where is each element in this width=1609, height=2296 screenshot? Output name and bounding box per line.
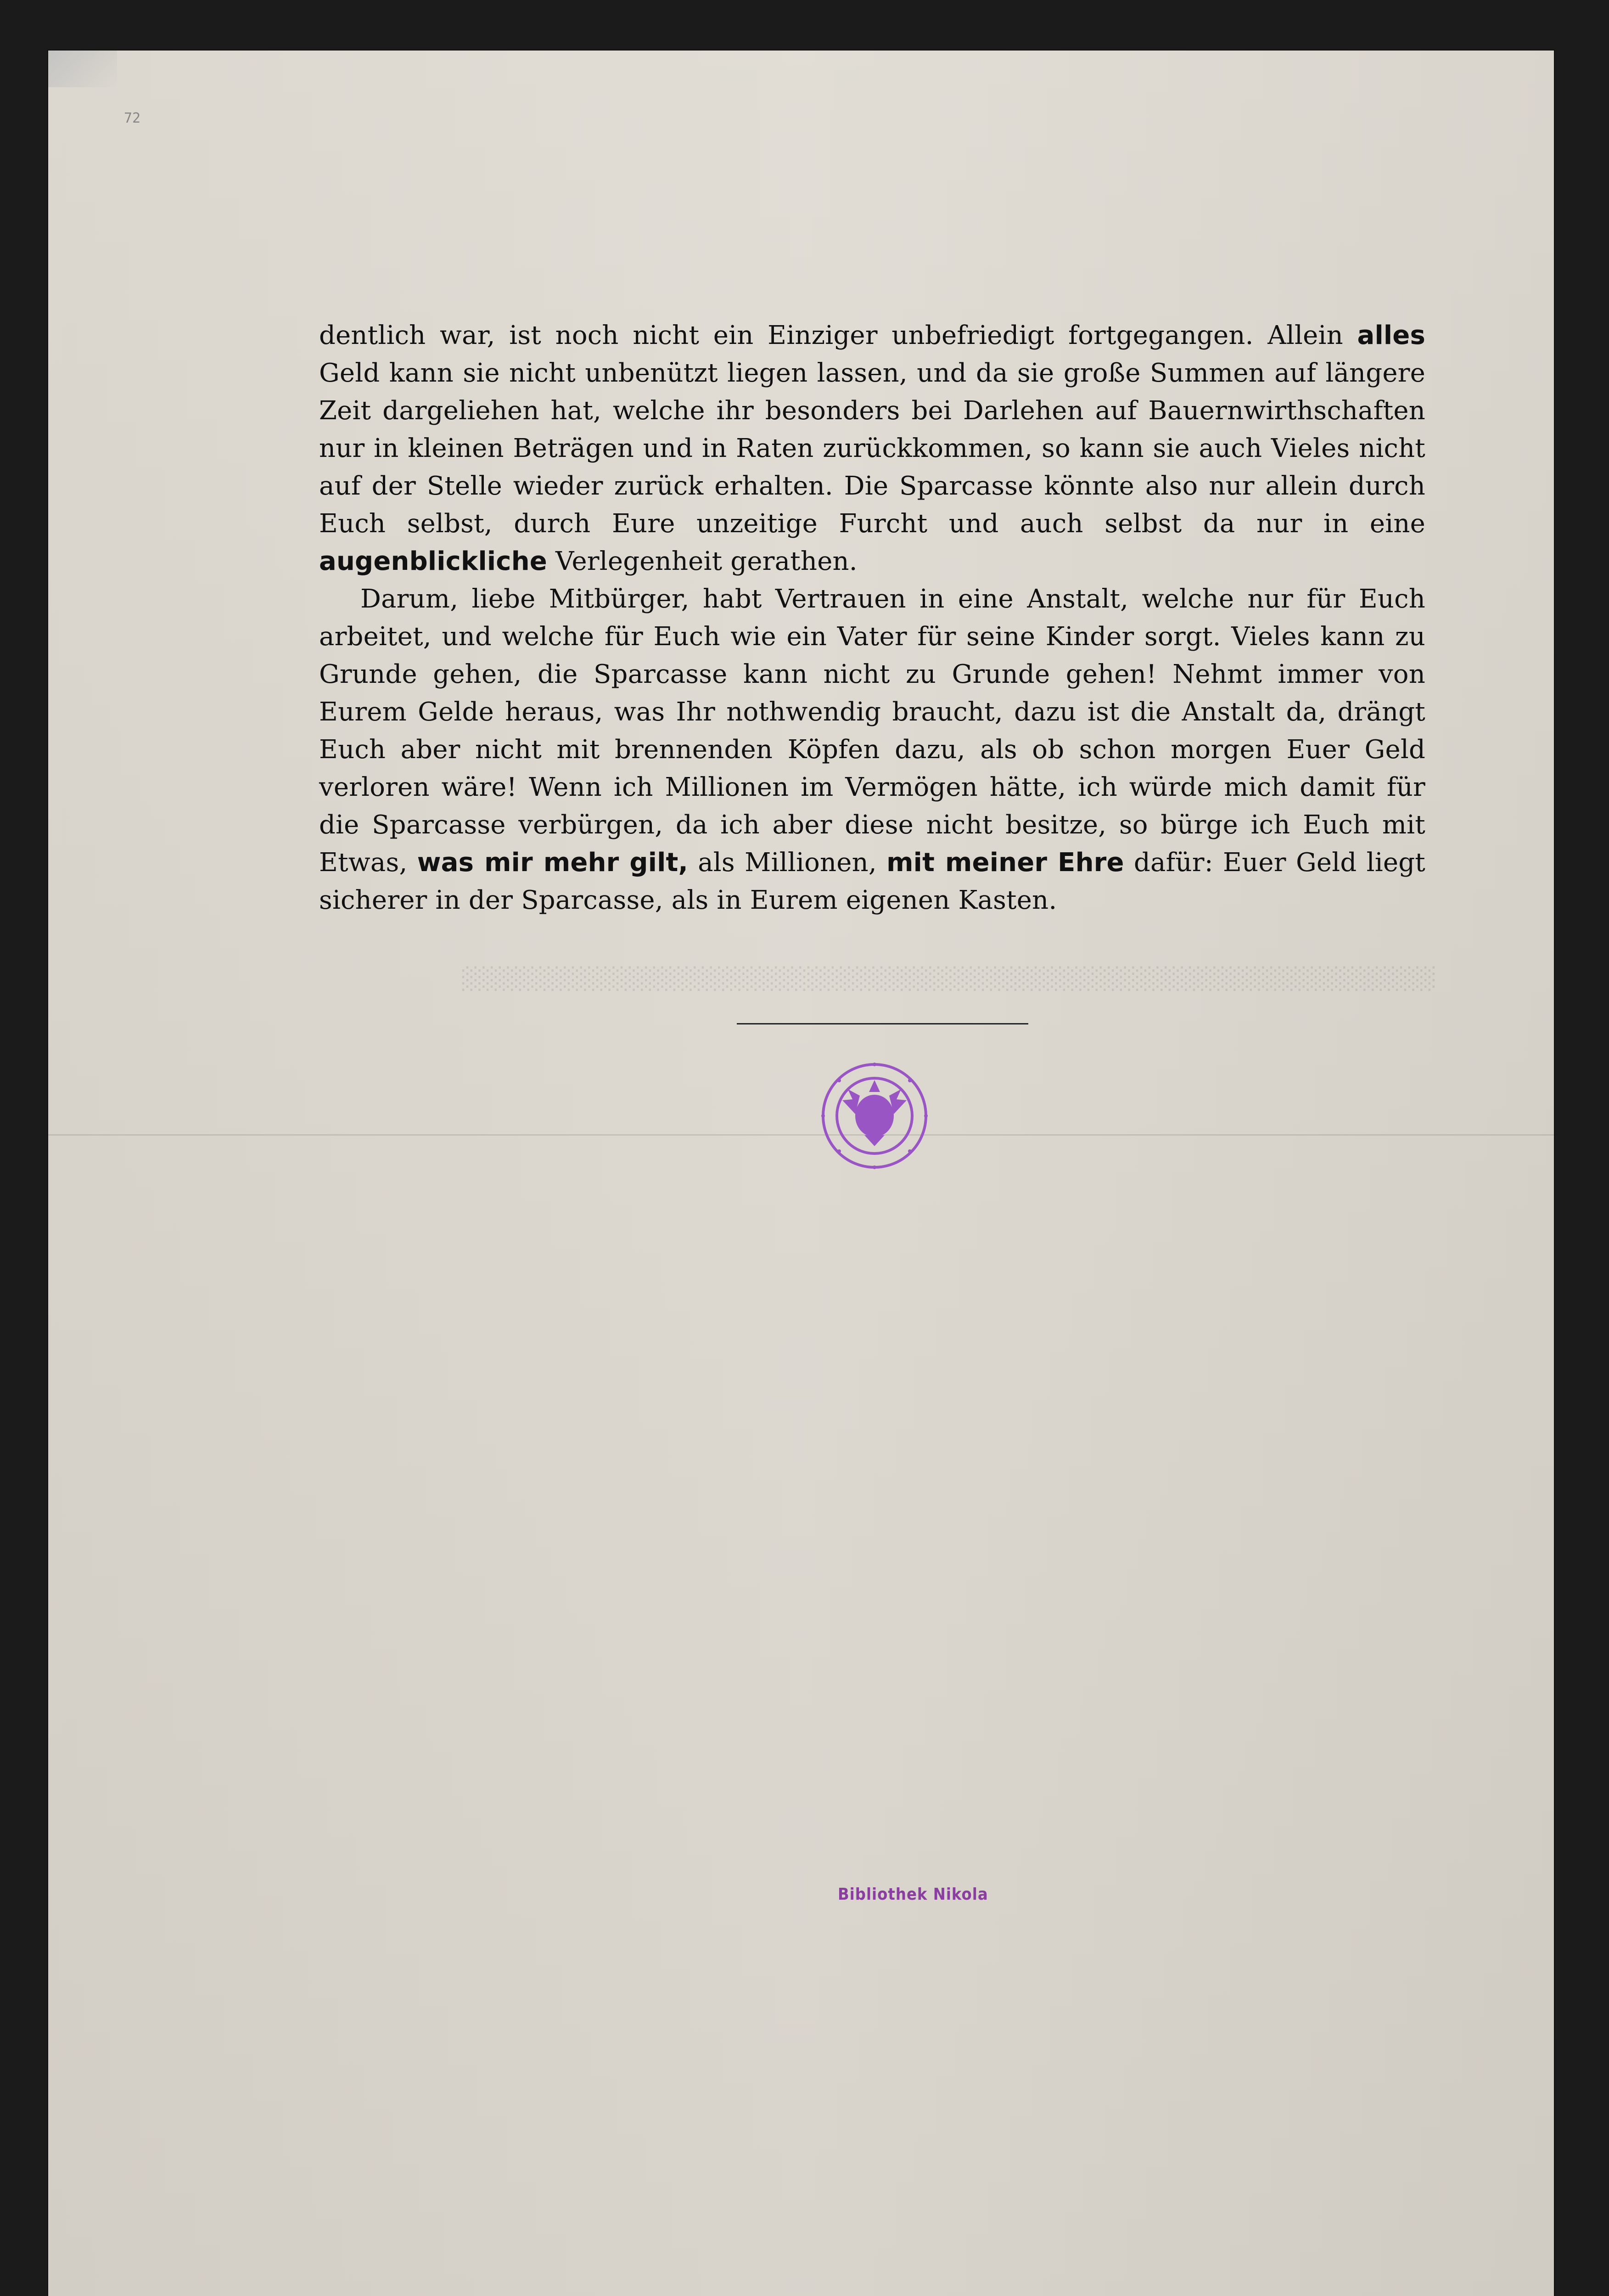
paragraph-2-text-a: Darum, liebe Mitbürger, habt Vertrauen in eine Anstalt, welche nur für Euch arbeitet, und welche für Euch wie ein Vater für seine Kinder sorgt. Vieles kann zu Grunde gehen, die Sparcasse kann nicht zu Grunde gehen! Nehmt immer von Eurem Gelde heraus, was Ihr nothwendig braucht, dazu ist die Anstalt da, drängt Euch aber nicht mit brennenden Köpfen dazu, als ob schon morgen Euer Geld verloren wäre! Wenn ich Millionen im Vermögen hätte, ich würde mich damit für die Sparcasse verbürgen, da ich aber diese nicht besitze, so bürge ich Euch mit Etwas,	[319, 584, 1425, 878]
paragraph-1-emphasis-a: alles	[1357, 321, 1425, 350]
paragraph-1-text-c: Verlegenheit gerathen.	[547, 546, 858, 576]
corner-wear	[48, 51, 117, 87]
paragraph-2-text-b: als Millionen,	[688, 848, 887, 878]
paragraph-1-emphasis-b: augenblickliche	[319, 546, 547, 576]
paragraph-2-text-c: dafür: Euer Geld liegt sicherer in der Sparcasse, als in Eurem eigenen Kasten.	[319, 848, 1425, 915]
fold-line	[48, 1134, 1554, 1136]
paragraph-1	[319, 317, 1425, 580]
library-name-stamp: Bibliothek Nikola	[838, 1885, 988, 1904]
bleed-through-text: ░░░░░░░░░░░░░░░░░░░░░░░░░░░░░░░░░░░░░░░░░░░░░░░░░░░░░░░░░░░░	[460, 966, 1435, 991]
document-sheet	[48, 51, 1554, 2296]
paragraph-2-emphasis-a: was mir mehr gilt,	[417, 848, 688, 878]
pencil-page-number: 72	[124, 110, 141, 126]
divider-rule	[737, 1023, 1028, 1024]
library-seal-stamp	[815, 1056, 934, 1176]
paragraph-1-text-a: dentlich war, ist noch nicht ein Einziger unbefriedigt fortgegangen. Allein	[319, 321, 1357, 350]
body-text	[319, 317, 1425, 919]
paragraph-2-emphasis-b: mit meiner Ehre	[886, 848, 1124, 878]
paragraph-2	[319, 580, 1425, 919]
paragraph-1-text-b: Geld kann sie nicht unbenützt liegen lassen, und da sie große Summen auf längere Zeit dargeliehen hat, welche ihr besonders bei Darlehen auf Bauernwirthschaften nur in kleinen Beträgen und in Raten zurückkommen, so kann sie auch Vieles nicht auf der Stelle wieder zurück erhalten. Die Sparcasse könnte also nur allein durch Euch selbst, durch Eure unzeitige Furcht und auch selbst da nur in eine	[319, 358, 1425, 539]
